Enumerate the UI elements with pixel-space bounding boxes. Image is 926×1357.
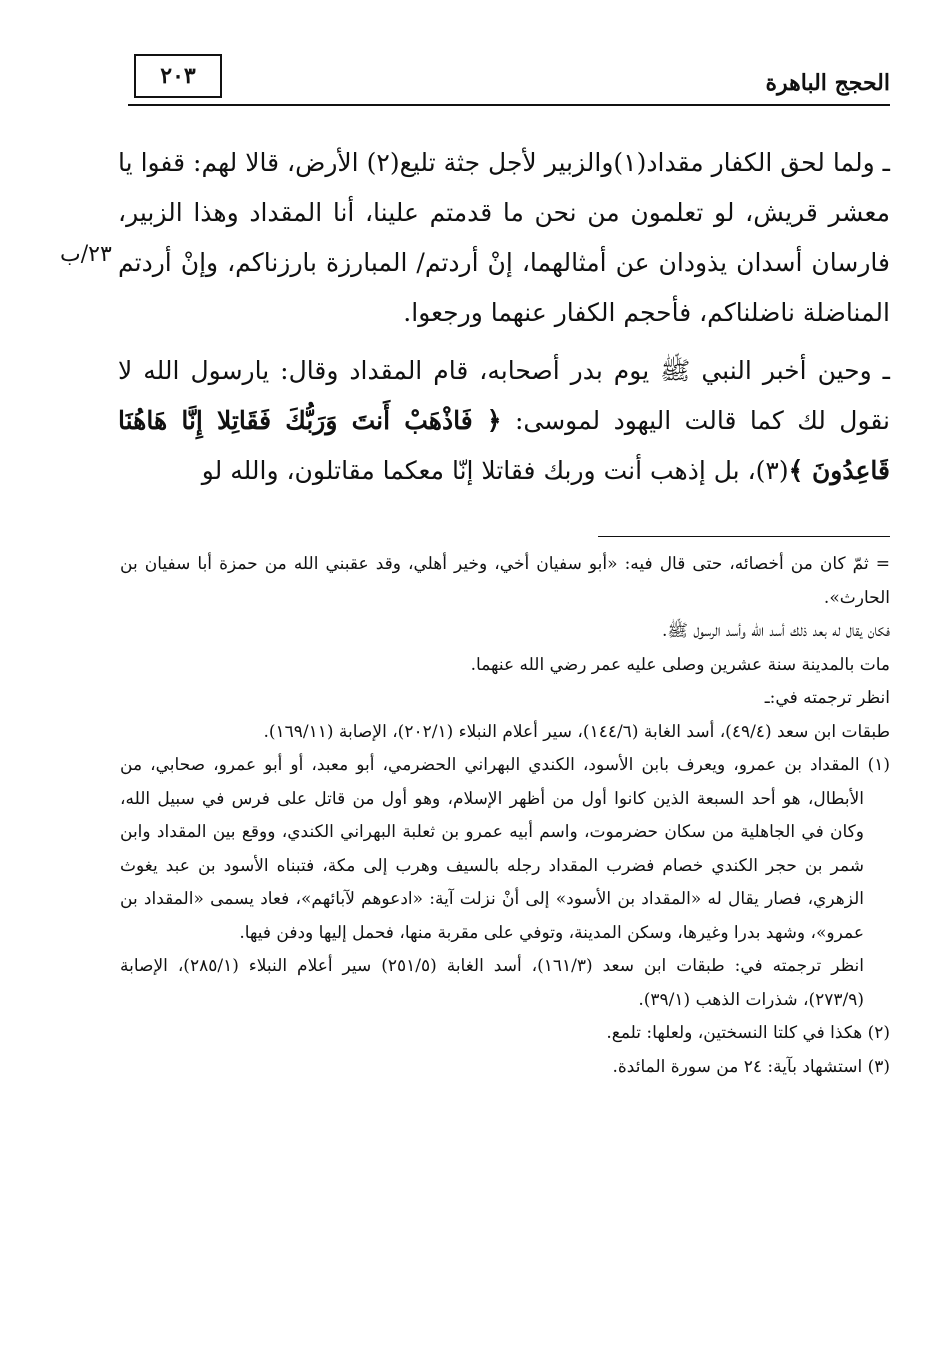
footnote-2: (٢) هكذا في كلتا النسختين، ولعلها: تلمع. [606,1023,890,1043]
footnote-continuation-3: مات بالمدينة سنة عشرين وصلى عليه عمر رضي الله عنهما. [470,654,890,675]
page-header [128,52,890,104]
footnote-1-sources: انظر ترجمته في: طبقات ابن سعد (١٦١/٣)، أسد الغابة (٢٥١/٥) سير أعلام النبلاء (٢٨٥/١)، الإصابة (٢٧٣/٩)، شذرات الذهب (٣٩/١). [120,956,864,1010]
footnote-continuation-5: طبقات ابن سعد (٤٩/٤)، أسد الغابة (١٤٤/٦)، سير أعلام النبلاء (٢٠٢/١)، الإصابة (١٦٩/١١). [263,721,890,742]
paragraph-2-end: (٣)، بل إذهب أنت وربك فقاتلا إنّا معكما مقاتلون، والله لو [201,456,789,485]
running-title: الحجج الباهرة [765,70,890,96]
footnote-continuation-1: = ثمّ كان من أخصائه، حتى قال فيه: «أبو سفيان أخي، وخير أهلي، وقد عقبني الله من حمزة أبا سفيان بن الحارث». [120,554,890,608]
quran-quote: ﴿ فَاذْهَبْ أَنتَ وَرَبُّكَ فَقَاتِلا إِنَّا هَاهُنَا قَاعِدُونَ ﴾ [118,406,890,485]
main-paragraph-1: ـ ولما لحق الكفار مقداد(١)والزبير لأجل جثة تليع(٢) الأرض، قالا لهم: قفوا يا معشر قريش، لو تعلمون من نحن ما قدمتم علينا، أنا المقداد وهذا الزبير، فارسان أسدان يذودان عن أمثالهما، إنْ أردتم/ المبارزة بارزناكم، وإنْ أردتم المناضلة ناضلناكم، فأحجم الكفار عنهما ورجعوا. [118,148,890,327]
page-number: ٢٠٣ [134,54,222,98]
paragraph-2-start: ـ وحين أخبر النبي ﷺ يوم بدر أصحابه، قام المقداد وقال: يارسول الله لا نقول لك كما قالت اليهود لموسى: [118,356,890,435]
footnote-separator [598,536,890,537]
main-text [118,138,890,496]
footnote-3: (٣) استشهاد بآية: ٢٤ من سورة المائدة. [612,1056,890,1077]
main-paragraph-2 [118,346,890,496]
footnote-1: (١) المقداد بن عمرو، ويعرف بابن الأسود، الكندي البهراني الحضرمي، أبو معبد، أو أبو عمرو، صحابي، من الأبطال، هو أحد السبعة الذين كانوا أول من أظهر الإسلام، وهو أول من قاتل على فرس في سبيل الله، وكان في الجاهلية من سكان حضرموت، واسم أبيه عمرو بن ثعلبة البهراني الكندي، ووقع بين المقداد وابن شمر بن حجر الكندي خصام فضرب المقداد رجله بالسيف وهرب إلى مكة، فتبناه الأسود بن عبد يغوث الزهري، فصار يقال له «المقداد بن الأسود» إلى أنْ نزلت آية: «ادعوهم لآبائهم»، فعاد يسمى «المقداد بن عمرو»، وشهد بدرا وغيرها، وسكن المدينة، وتوفي على مقربة منها، فحمل إليها ودفن فيها. [120,755,890,943]
header-rule [128,104,890,106]
footnote-continuation-4: انظر ترجمته في:ـ [764,688,890,708]
footnotes [120,548,890,1084]
manuscript-folio-note: ٢٣/ب [60,242,112,267]
footnote-continuation-2: فكان يقال له بعد ذلك أسد الله وأسد الرسول ﷺ. [662,621,890,641]
